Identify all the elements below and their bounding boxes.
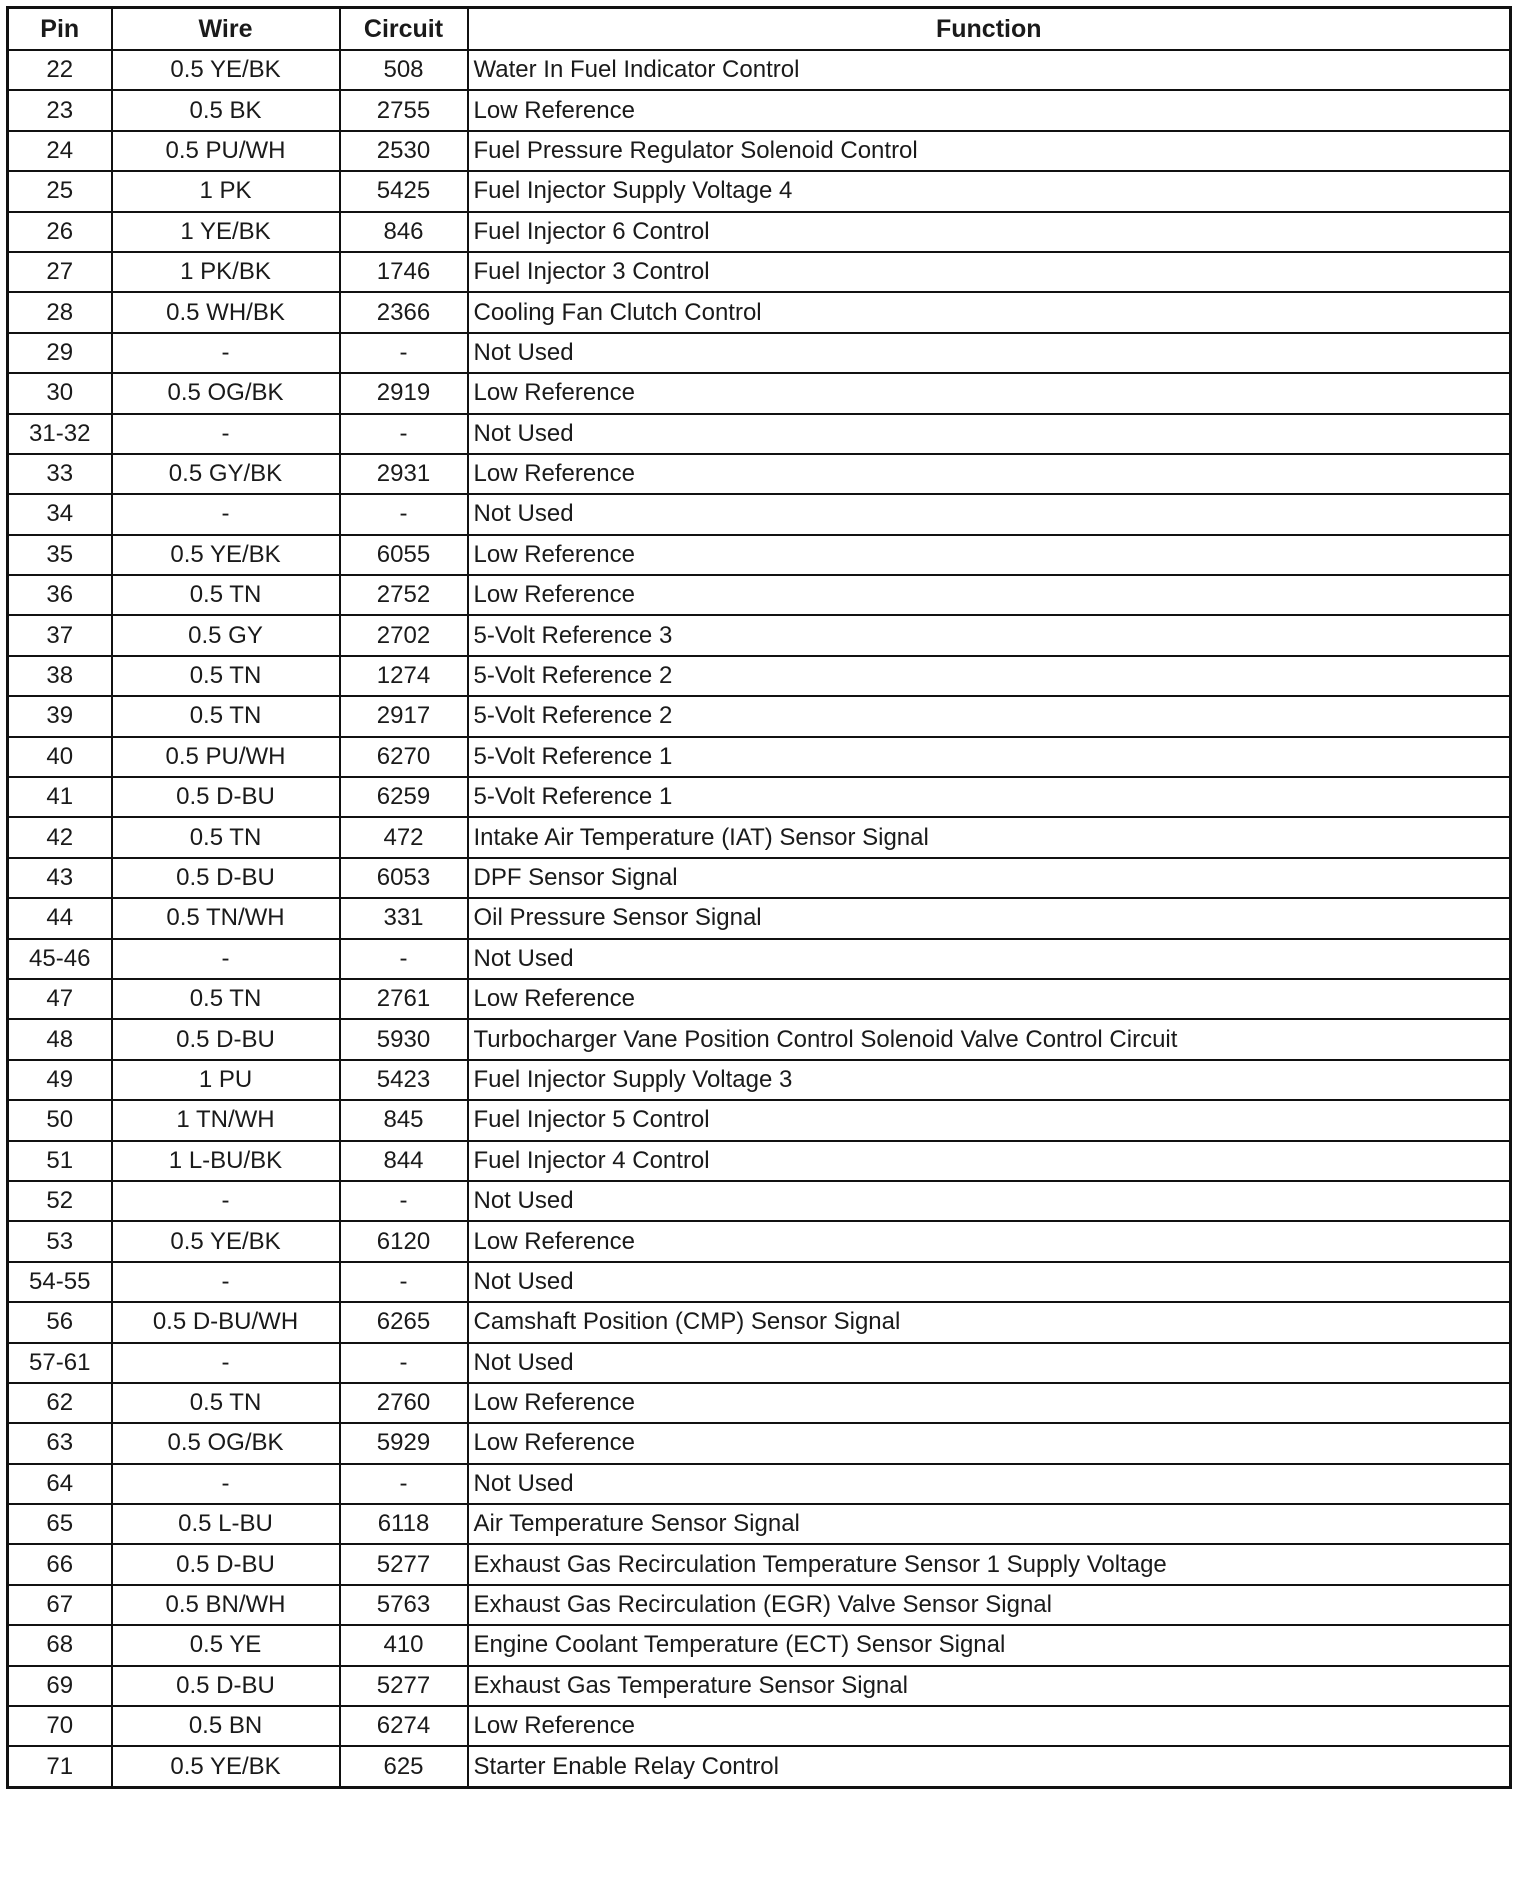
pin-cell: 66 <box>8 1544 112 1584</box>
table-row <box>8 1100 1511 1140</box>
wire-cell: 0.5 D-BU <box>112 1019 340 1059</box>
circuit-cell: 6053 <box>340 858 468 898</box>
wire-cell: - <box>112 1343 340 1383</box>
wire-cell: 0.5 YE/BK <box>112 535 340 575</box>
pin-cell: 52 <box>8 1181 112 1221</box>
circuit-cell: 6259 <box>340 777 468 817</box>
circuit-cell: 2761 <box>340 979 468 1019</box>
circuit-cell: 508 <box>340 50 468 90</box>
table-row <box>8 1464 1511 1504</box>
function-cell: Intake Air Temperature (IAT) Sensor Signal <box>468 817 1511 857</box>
pin-cell: 54-55 <box>8 1262 112 1302</box>
wire-cell: 1 PU <box>112 1060 340 1100</box>
circuit-cell: - <box>340 414 468 454</box>
wire-cell: 0.5 GY/BK <box>112 454 340 494</box>
circuit-cell: 844 <box>340 1141 468 1181</box>
table-row <box>8 131 1511 171</box>
pin-cell: 39 <box>8 696 112 736</box>
function-cell: Cooling Fan Clutch Control <box>468 292 1511 332</box>
wire-cell: 1 PK/BK <box>112 252 340 292</box>
wire-cell: 1 L-BU/BK <box>112 1141 340 1181</box>
wire-cell: 0.5 BN/WH <box>112 1585 340 1625</box>
pin-cell: 30 <box>8 373 112 413</box>
column-header-wire: Wire <box>112 8 340 51</box>
function-cell: Not Used <box>468 939 1511 979</box>
wire-cell: 0.5 PU/WH <box>112 737 340 777</box>
circuit-cell: 6270 <box>340 737 468 777</box>
function-cell: Not Used <box>468 1464 1511 1504</box>
circuit-cell: 5763 <box>340 1585 468 1625</box>
column-header-circuit: Circuit <box>340 8 468 51</box>
table-header-row <box>8 8 1511 51</box>
table-row <box>8 1221 1511 1261</box>
pin-cell: 27 <box>8 252 112 292</box>
circuit-cell: - <box>340 1343 468 1383</box>
circuit-cell: 6120 <box>340 1221 468 1261</box>
pin-cell: 63 <box>8 1423 112 1463</box>
table-row <box>8 1181 1511 1221</box>
pin-cell: 67 <box>8 1585 112 1625</box>
pin-cell: 24 <box>8 131 112 171</box>
circuit-cell: - <box>340 1181 468 1221</box>
circuit-cell: - <box>340 939 468 979</box>
pin-cell: 28 <box>8 292 112 332</box>
pin-cell: 34 <box>8 494 112 534</box>
function-cell: Low Reference <box>468 575 1511 615</box>
pin-cell: 36 <box>8 575 112 615</box>
circuit-cell: 2931 <box>340 454 468 494</box>
function-cell: Fuel Injector Supply Voltage 3 <box>468 1060 1511 1100</box>
function-cell: 5-Volt Reference 2 <box>468 656 1511 696</box>
pin-cell: 51 <box>8 1141 112 1181</box>
pin-cell: 50 <box>8 1100 112 1140</box>
pin-cell: 53 <box>8 1221 112 1261</box>
circuit-cell: - <box>340 333 468 373</box>
table-row <box>8 817 1511 857</box>
pin-cell: 26 <box>8 212 112 252</box>
wire-cell: 0.5 D-BU <box>112 1544 340 1584</box>
circuit-cell: 5425 <box>340 171 468 211</box>
pin-cell: 31-32 <box>8 414 112 454</box>
pin-cell: 43 <box>8 858 112 898</box>
function-cell: Low Reference <box>468 1383 1511 1423</box>
function-cell: Fuel Injector 3 Control <box>468 252 1511 292</box>
wire-cell: 0.5 YE/BK <box>112 1221 340 1261</box>
wire-cell: 0.5 L-BU <box>112 1504 340 1544</box>
function-cell: Exhaust Gas Recirculation Temperature Sensor 1 Supply Voltage <box>468 1544 1511 1584</box>
pin-cell: 33 <box>8 454 112 494</box>
wire-cell: 0.5 YE/BK <box>112 1746 340 1787</box>
table-row <box>8 777 1511 817</box>
function-cell: Water In Fuel Indicator Control <box>468 50 1511 90</box>
function-cell: Low Reference <box>468 1706 1511 1746</box>
pin-cell: 48 <box>8 1019 112 1059</box>
table-row <box>8 373 1511 413</box>
function-cell: Low Reference <box>468 535 1511 575</box>
wire-cell: 0.5 TN <box>112 696 340 736</box>
pin-cell: 29 <box>8 333 112 373</box>
table-row <box>8 454 1511 494</box>
table-row <box>8 414 1511 454</box>
table-row <box>8 1585 1511 1625</box>
table-row <box>8 50 1511 90</box>
function-cell: Low Reference <box>468 1221 1511 1261</box>
table-row <box>8 1019 1511 1059</box>
table-row <box>8 939 1511 979</box>
circuit-cell: 625 <box>340 1746 468 1787</box>
function-cell: Not Used <box>468 494 1511 534</box>
table-row <box>8 333 1511 373</box>
circuit-cell: - <box>340 494 468 534</box>
function-cell: Not Used <box>468 1262 1511 1302</box>
wire-cell: 0.5 PU/WH <box>112 131 340 171</box>
table-row <box>8 979 1511 1019</box>
table-row <box>8 737 1511 777</box>
function-cell: Low Reference <box>468 1423 1511 1463</box>
wire-cell: 1 PK <box>112 171 340 211</box>
pin-cell: 64 <box>8 1464 112 1504</box>
function-cell: Low Reference <box>468 454 1511 494</box>
circuit-cell: 5929 <box>340 1423 468 1463</box>
table-row <box>8 696 1511 736</box>
circuit-cell: 2530 <box>340 131 468 171</box>
function-cell: 5-Volt Reference 1 <box>468 737 1511 777</box>
circuit-cell: 1746 <box>340 252 468 292</box>
function-cell: Oil Pressure Sensor Signal <box>468 898 1511 938</box>
wire-cell: 0.5 D-BU/WH <box>112 1302 340 1342</box>
pin-cell: 71 <box>8 1746 112 1787</box>
pin-cell: 47 <box>8 979 112 1019</box>
circuit-cell: 410 <box>340 1625 468 1665</box>
table-row <box>8 1383 1511 1423</box>
function-cell: Fuel Injector 4 Control <box>468 1141 1511 1181</box>
pin-cell: 68 <box>8 1625 112 1665</box>
pin-cell: 37 <box>8 615 112 655</box>
wire-cell: 1 TN/WH <box>112 1100 340 1140</box>
wire-cell: 0.5 BK <box>112 90 340 130</box>
circuit-cell: 331 <box>340 898 468 938</box>
wire-cell: 0.5 OG/BK <box>112 373 340 413</box>
wire-cell: 0.5 TN <box>112 1383 340 1423</box>
function-cell: Not Used <box>468 333 1511 373</box>
function-cell: Air Temperature Sensor Signal <box>468 1504 1511 1544</box>
circuit-cell: 5423 <box>340 1060 468 1100</box>
wire-cell: 0.5 TN <box>112 656 340 696</box>
pin-cell: 49 <box>8 1060 112 1100</box>
connector-pinout-table <box>6 6 1512 1789</box>
function-cell: Exhaust Gas Recirculation (EGR) Valve Sensor Signal <box>468 1585 1511 1625</box>
table-row <box>8 1262 1511 1302</box>
pin-cell: 25 <box>8 171 112 211</box>
pin-cell: 41 <box>8 777 112 817</box>
pin-cell: 65 <box>8 1504 112 1544</box>
circuit-cell: 2919 <box>340 373 468 413</box>
function-cell: Exhaust Gas Temperature Sensor Signal <box>468 1666 1511 1706</box>
table-row <box>8 1544 1511 1584</box>
function-cell: Not Used <box>468 1343 1511 1383</box>
circuit-cell: 5277 <box>340 1666 468 1706</box>
circuit-cell: 2755 <box>340 90 468 130</box>
wire-cell: - <box>112 1464 340 1504</box>
table-row <box>8 656 1511 696</box>
table-row <box>8 898 1511 938</box>
circuit-cell: 2760 <box>340 1383 468 1423</box>
pin-cell: 69 <box>8 1666 112 1706</box>
pin-cell: 57-61 <box>8 1343 112 1383</box>
wire-cell: - <box>112 494 340 534</box>
table-row <box>8 90 1511 130</box>
table-row <box>8 1060 1511 1100</box>
wire-cell: 0.5 D-BU <box>112 1666 340 1706</box>
function-cell: Low Reference <box>468 373 1511 413</box>
table-body <box>8 50 1511 1787</box>
table-row <box>8 1746 1511 1787</box>
circuit-cell: 846 <box>340 212 468 252</box>
pin-cell: 62 <box>8 1383 112 1423</box>
function-cell: Starter Enable Relay Control <box>468 1746 1511 1787</box>
circuit-cell: 6118 <box>340 1504 468 1544</box>
wire-cell: - <box>112 1181 340 1221</box>
wire-cell: 0.5 YE/BK <box>112 50 340 90</box>
circuit-cell: 2752 <box>340 575 468 615</box>
function-cell: Fuel Injector 6 Control <box>468 212 1511 252</box>
circuit-cell: 1274 <box>340 656 468 696</box>
table-row <box>8 292 1511 332</box>
pin-cell: 42 <box>8 817 112 857</box>
wire-cell: 1 YE/BK <box>112 212 340 252</box>
pin-cell: 23 <box>8 90 112 130</box>
table-row <box>8 171 1511 211</box>
function-cell: 5-Volt Reference 1 <box>468 777 1511 817</box>
circuit-cell: - <box>340 1262 468 1302</box>
column-header-function: Function <box>468 8 1511 51</box>
wire-cell: 0.5 TN/WH <box>112 898 340 938</box>
function-cell: Turbocharger Vane Position Control Solenoid Valve Control Circuit <box>468 1019 1511 1059</box>
pin-cell: 35 <box>8 535 112 575</box>
table-row <box>8 858 1511 898</box>
circuit-cell: 5277 <box>340 1544 468 1584</box>
circuit-cell: 845 <box>340 1100 468 1140</box>
function-cell: Fuel Injector Supply Voltage 4 <box>468 171 1511 211</box>
function-cell: Low Reference <box>468 90 1511 130</box>
table-row <box>8 1625 1511 1665</box>
table-row <box>8 575 1511 615</box>
function-cell: 5-Volt Reference 2 <box>468 696 1511 736</box>
table-row <box>8 494 1511 534</box>
table-row <box>8 1666 1511 1706</box>
wire-cell: - <box>112 414 340 454</box>
circuit-cell: 6265 <box>340 1302 468 1342</box>
pin-cell: 22 <box>8 50 112 90</box>
table-row <box>8 212 1511 252</box>
wire-cell: 0.5 WH/BK <box>112 292 340 332</box>
table-row <box>8 1706 1511 1746</box>
table-row <box>8 1504 1511 1544</box>
wire-cell: 0.5 YE <box>112 1625 340 1665</box>
table-row <box>8 1423 1511 1463</box>
pin-cell: 38 <box>8 656 112 696</box>
wire-cell: 0.5 GY <box>112 615 340 655</box>
function-cell: Engine Coolant Temperature (ECT) Sensor Signal <box>468 1625 1511 1665</box>
function-cell: Low Reference <box>468 979 1511 1019</box>
table-row <box>8 1141 1511 1181</box>
wire-cell: 0.5 TN <box>112 817 340 857</box>
function-cell: Not Used <box>468 414 1511 454</box>
function-cell: Fuel Injector 5 Control <box>468 1100 1511 1140</box>
function-cell: Fuel Pressure Regulator Solenoid Control <box>468 131 1511 171</box>
table-row <box>8 252 1511 292</box>
circuit-cell: - <box>340 1464 468 1504</box>
circuit-cell: 6274 <box>340 1706 468 1746</box>
wire-cell: 0.5 TN <box>112 575 340 615</box>
circuit-cell: 2702 <box>340 615 468 655</box>
function-cell: DPF Sensor Signal <box>468 858 1511 898</box>
wire-cell: 0.5 OG/BK <box>112 1423 340 1463</box>
pin-cell: 44 <box>8 898 112 938</box>
wire-cell: 0.5 TN <box>112 979 340 1019</box>
wire-cell: - <box>112 1262 340 1302</box>
table-row <box>8 615 1511 655</box>
wire-cell: - <box>112 333 340 373</box>
wire-cell: 0.5 BN <box>112 1706 340 1746</box>
pin-cell: 70 <box>8 1706 112 1746</box>
column-header-pin: Pin <box>8 8 112 51</box>
wire-cell: 0.5 D-BU <box>112 858 340 898</box>
function-cell: Camshaft Position (CMP) Sensor Signal <box>468 1302 1511 1342</box>
function-cell: 5-Volt Reference 3 <box>468 615 1511 655</box>
connector-pinout-table-wrapper <box>6 6 1512 1789</box>
pin-cell: 40 <box>8 737 112 777</box>
circuit-cell: 5930 <box>340 1019 468 1059</box>
table-row <box>8 535 1511 575</box>
circuit-cell: 6055 <box>340 535 468 575</box>
function-cell: Not Used <box>468 1181 1511 1221</box>
circuit-cell: 2917 <box>340 696 468 736</box>
wire-cell: - <box>112 939 340 979</box>
table-row <box>8 1343 1511 1383</box>
circuit-cell: 2366 <box>340 292 468 332</box>
wire-cell: 0.5 D-BU <box>112 777 340 817</box>
pin-cell: 56 <box>8 1302 112 1342</box>
circuit-cell: 472 <box>340 817 468 857</box>
table-row <box>8 1302 1511 1342</box>
pin-cell: 45-46 <box>8 939 112 979</box>
